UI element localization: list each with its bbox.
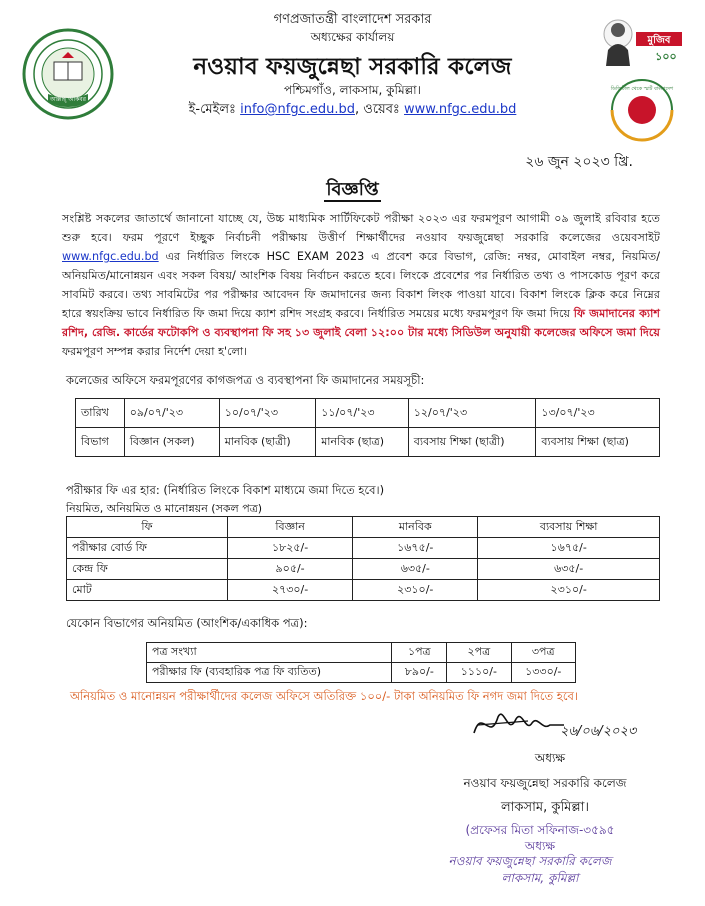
- schedule-date-cell: ১২/০৭/'২৩: [408, 399, 536, 428]
- contact-line: [0, 100, 705, 121]
- fee-value: ২৩১০/-: [478, 580, 660, 601]
- schedule-dept-cell: মানবিক (ছাত্রী): [219, 428, 316, 457]
- schedule-date-cell: ১১/০৭/'২৩: [316, 399, 409, 428]
- schedule-date-label: তারিখ: [76, 399, 125, 428]
- svg-text:মুজিব: মুজিব: [647, 35, 671, 46]
- fee-value: ৬৩৫/-: [353, 559, 478, 580]
- web-label: , ওয়েবঃ: [354, 102, 400, 117]
- notice-date: ২৬ জুন ২০২৩ খ্রি.: [525, 154, 633, 170]
- schedule-date-cell: ০৯/০৭/'২৩: [124, 399, 219, 428]
- college-name: নওয়াব ফয়জুন্নেছা সরকারি কলেজ: [193, 54, 512, 80]
- fee-header: ফি: [67, 517, 228, 538]
- website-link[interactable]: www.nfgc.edu.bd: [404, 102, 517, 117]
- schedule-dept-label: বিভাগ: [76, 428, 125, 457]
- irregular-fee-table: [146, 642, 576, 683]
- body-highlight: ফি জমাদানের ক্যাশ রশিদ, রেজি. কার্ডের ফটোকপি ও ব্যবস্থাপনা ফি সহ ১৩ জুলাই বেলা ১২:০০ টার মধ্যে সিডিউল অনুযায়ী কলেজের অফিসে জমা দিয়ে: [62, 307, 660, 339]
- svg-text:ডিজিটাল থেকে স্মার্ট বাংলাদেশ: ডিজিটাল থেকে স্মার্ট বাংলাদেশ: [610, 86, 674, 92]
- body-part-2: এর নির্ধারিত লিংকে HSC EXAM 2023 এ প্রবেশ করে বিভাগ, রেজি: নম্বর, মোবাইল নম্বর, নিয়মিত/ অনিয়মিত/মানোন্নয়ন এবং সকল বিষয়/ আংশিক বিষয় নির্বাচন করতে হবে। লিংকে প্রবেশের পর নির্ধারিত তথ্য ও পাসকোড পূরণ করে সাবমিট করবে। তথ্য সাবমিটের পর পরীক্ষার আবেদন ফি জমাদানের জন্য বিকাশ লিংক পাওয়া যাবে। বিকাশ লিংকে ক্লিক করে নিম্নের হারে স্বয়ংক্রিয় ভাবে নির্ধারিত ফি জমা দিয়ে ক্যাশ রশিদ সংগ্রহ করবে। নির্ধারিত সময়ের মধ্যে ফরমপূরণ ফি জমা দিয়ে: [62, 250, 660, 320]
- fee-value: ১৬৭৫/-: [478, 538, 660, 559]
- body-website-link[interactable]: www.nfgc.edu.bd: [62, 250, 159, 263]
- fee-header: মানবিক: [353, 517, 478, 538]
- irregular-value: ১১১০/-: [447, 663, 511, 683]
- signature-icon: [468, 703, 568, 747]
- principal-college: নওয়াব ফয়জুন্নেছা সরকারি কলেজ: [463, 776, 627, 790]
- stamp-title: অধ্যক্ষ: [524, 839, 556, 853]
- irregular-header: ২পত্র: [447, 643, 511, 663]
- signature-date: ২৬/০৬/২০২৩: [560, 724, 637, 739]
- irregular-header: ৩পত্র: [511, 643, 575, 663]
- table-row: [67, 580, 660, 601]
- fee-subcaption: নিয়মিত, অনিয়মিত ও মানোন্নয়ন (সকল পত্র): [66, 502, 263, 515]
- svg-text:১০০: ১০০: [655, 50, 677, 63]
- fee-value: ৬৩৫/-: [478, 559, 660, 580]
- stamp-place: লাকসাম, কুমিল্লা: [501, 871, 579, 885]
- fee-header: ব্যবসায় শিক্ষা: [478, 517, 660, 538]
- extra-fee-notice: অনিয়মিত ও মানোন্নয়ন পরীক্ষার্থীদের কলেজ অফিসে অতিরিক্ত ১০০/- টাকা অনিয়মিত ফি নগদ জমা দিতে হবে।: [70, 689, 578, 703]
- fee-value: ১৬৭৫/-: [353, 538, 478, 559]
- stamp-college: নওয়াব ফয়জুন্নেছা সরকারি কলেজ: [448, 854, 612, 868]
- fee-value: ৯০৫/-: [228, 559, 353, 580]
- schedule-dept-cell: মানবিক (ছাত্র): [316, 428, 409, 457]
- schedule-date-cell: ১৩/০৭/'২৩: [536, 399, 660, 428]
- email-link[interactable]: info@nfgc.edu.bd: [240, 102, 355, 117]
- notice-title-wrap: [0, 175, 705, 206]
- table-row: [67, 538, 660, 559]
- table-row: [76, 399, 660, 428]
- irregular-header: পত্র সংখ্যা: [147, 643, 392, 663]
- body-part-3: ফরমপূরণ সম্পন্ন করার নির্দেশ দেয়া হ'লো।: [62, 345, 248, 358]
- fee-label: কেন্দ্র ফি: [67, 559, 228, 580]
- college-address: পশ্চিমগাঁও, লাকসাম, কুমিল্লা।: [284, 83, 421, 97]
- schedule-caption: কলেজের অফিসে ফরমপূরণের কাগজপত্র ও ব্যবস্থাপনা ফি জমাদানের সময়সূচী:: [66, 373, 425, 387]
- schedule-dept-cell: ব্যবসায় শিক্ষা (ছাত্রী): [408, 428, 536, 457]
- government-name: গণপ্রজাতন্ত্রী বাংলাদেশ সরকার: [273, 12, 432, 27]
- schedule-date-cell: ১০/০৭/'২৩: [219, 399, 316, 428]
- table-row: [67, 559, 660, 580]
- table-header-row: [147, 643, 576, 663]
- irregular-value: ৮৯০/-: [392, 663, 447, 683]
- fee-caption: পরীক্ষার ফি এর হার: (নির্ধারিত লিংকে বিকাশ মাধ্যমে জমা দিতে হবে।): [66, 483, 385, 497]
- fee-value: ১৮২৫/-: [228, 538, 353, 559]
- fee-header: বিজ্ঞান: [228, 517, 353, 538]
- notice-body: [62, 209, 660, 361]
- stamp-name: (প্রফেসর মিতা সফিনাজ-৩৫৯৫: [465, 823, 615, 837]
- principal-title: অধ্যক্ষ: [534, 751, 566, 765]
- fee-value: ২৩১০/-: [353, 580, 478, 601]
- email-label: ই-মেইলঃ: [188, 102, 236, 117]
- table-header-row: [67, 517, 660, 538]
- schedule-table: [75, 398, 660, 457]
- principal-place: লাকসাম, কুমিল্লা।: [500, 800, 590, 815]
- table-row: [76, 428, 660, 457]
- notice-title: বিজ্ঞপ্তি: [326, 179, 379, 200]
- fee-label: পরীক্ষার বোর্ড ফি: [67, 538, 228, 559]
- schedule-dept-cell: ব্যবসায় শিক্ষা (ছাত্র): [536, 428, 660, 457]
- body-part-1: সংশ্লিষ্ট সকলের জাতার্থে জানানো যাচ্ছে যে, উচ্চ মাধ্যমিক সার্টিফিকেট পরীক্ষা ২০২৩ এর ফরমপূরণ আগামী ০৯ জুলাই রবিবার হতে শুরু হবে। ফরম পূরণে ইচ্ছুক নির্বাচনী পরীক্ষায় উত্তীর্ণ শিক্ষার্থীদের নওয়াব ফয়জুন্নেছা সরকারি কলেজের ওয়েবসাইট: [62, 212, 660, 244]
- fee-table: [66, 516, 660, 601]
- irregular-header: ১পত্র: [392, 643, 447, 663]
- table-row: [147, 663, 576, 683]
- irregular-value: ১৩৩০/-: [511, 663, 575, 683]
- irregular-label: পরীক্ষার ফি (ব্যবহারিক পত্র ফি ব্যতিত): [147, 663, 392, 683]
- logo-motto: আল্লাহ্ আকবর: [50, 96, 86, 103]
- fee-value: ২৭৩০/-: [228, 580, 353, 601]
- fee-label: মোট: [67, 580, 228, 601]
- schedule-dept-cell: বিজ্ঞান (সকল): [124, 428, 219, 457]
- irregular-caption: যেকোন বিভাগের অনিয়মিত (আংশিক/একাধিক পত্র):: [66, 616, 308, 630]
- office-name: অধ্যক্ষের কার্যালয়: [310, 30, 395, 44]
